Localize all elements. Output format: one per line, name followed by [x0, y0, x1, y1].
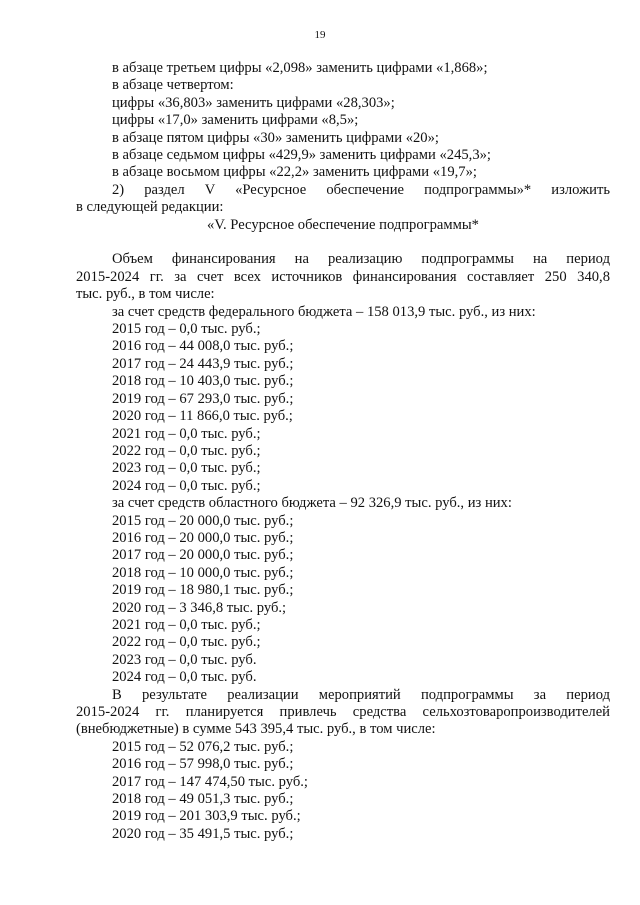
regional-year-line: 2016 год – 20 000,0 тыс. руб.; — [112, 529, 294, 546]
page-number: 19 — [314, 29, 326, 41]
extrabudget-line2: 2015-2024 гг. планируется привлечь средства сельхозтоваропроизводителей — [76, 704, 610, 721]
federal-year-line: 2023 год – 0,0 тыс. руб.; — [112, 460, 261, 477]
federal-year-line: 2016 год – 44 008,0 тыс. руб.; — [112, 338, 294, 355]
amendment-line: в абзаце третьем цифры «2,098» заменить цифрами «1,868»; — [112, 60, 488, 76]
regional-year-line: 2017 год – 20 000,0 тыс. руб.; — [112, 547, 294, 564]
financing-line3: тыс. руб., в том числе: — [76, 286, 215, 303]
federal-heading: за счет средств федерального бюджета – 158 013,9 тыс. руб., из них: — [112, 303, 536, 320]
extrabudget-year-line: 2016 год – 57 998,0 тыс. руб.; — [112, 756, 294, 773]
federal-year-line: 2018 год – 10 403,0 тыс. руб.; — [112, 373, 294, 390]
federal-years — [76, 321, 610, 495]
extrabudget-line3: (внебюджетные) в сумме 543 395,4 тыс. руб., в том числе: — [76, 721, 436, 738]
section-title: «V. Ресурсное обеспечение подпрограммы* — [207, 216, 479, 233]
amendment-line: в абзаце четвертом: — [112, 77, 234, 94]
federal-year-line: 2024 год – 0,0 тыс. руб.; — [112, 477, 261, 494]
amendments-list — [76, 60, 610, 182]
regional-year-line: 2020 год – 3 346,8 тыс. руб.; — [112, 599, 287, 616]
regional-year-line: 2021 год – 0,0 тыс. руб.; — [112, 616, 261, 633]
federal-year-line: 2021 год – 0,0 тыс. руб.; — [112, 425, 261, 442]
financing-line1: Объем финансирования на реализацию подпрограммы на период — [112, 251, 610, 268]
amendment-line: цифры «36,803» заменить цифрами «28,303»; — [112, 94, 395, 111]
regional-year-line: 2022 год – 0,0 тыс. руб.; — [112, 634, 261, 651]
blank-line — [76, 234, 610, 251]
extrabudget-year-line: 2018 год – 49 051,3 тыс. руб.; — [112, 791, 294, 808]
regional-year-line: 2018 год – 10 000,0 тыс. руб.; — [112, 564, 294, 581]
extrabudget-year-line: 2020 год – 35 491,5 тыс. руб.; — [112, 825, 294, 842]
financing-line2: 2015-2024 гг. за счет всех источников финансирования составляет 250 340,8 — [76, 268, 610, 285]
extrabudget-line1: В результате реализации мероприятий подпрограммы за период — [112, 686, 610, 703]
amendment-line: в абзаце седьмом цифры «429,9» заменить цифрами «245,3»; — [112, 147, 491, 164]
regional-year-line: 2024 год – 0,0 тыс. руб. — [112, 669, 257, 686]
regional-year-line: 2023 год – 0,0 тыс. руб. — [112, 651, 257, 668]
federal-year-line: 2019 год – 67 293,0 тыс. руб.; — [112, 390, 294, 407]
extrabudget-years — [76, 739, 610, 843]
regional-years — [76, 513, 610, 687]
regional-year-line: 2015 год – 20 000,0 тыс. руб.; — [112, 512, 294, 529]
extrabudget-year-line: 2019 год – 201 303,9 тыс. руб.; — [112, 808, 301, 825]
item2-line2: в следующей редакции: — [76, 199, 224, 216]
regional-heading: за счет средств областного бюджета – 92 326,9 тыс. руб., из них: — [112, 495, 512, 512]
extrabudget-year-line: 2015 год – 52 076,2 тыс. руб.; — [112, 738, 294, 755]
document-body — [76, 60, 610, 843]
amendment-line: в абзаце пятом цифры «30» заменить цифрами «20»; — [112, 129, 439, 146]
regional-year-line: 2019 год – 18 980,1 тыс. руб.; — [112, 582, 294, 599]
federal-year-line: 2015 год – 0,0 тыс. руб.; — [112, 321, 261, 338]
federal-year-line: 2022 год – 0,0 тыс. руб.; — [112, 442, 261, 459]
amendment-line: в абзаце восьмом цифры «22,2» заменить цифрами «19,7»; — [112, 164, 477, 181]
amendment-line: цифры «17,0» заменить цифрами «8,5»; — [112, 112, 359, 129]
item2-line1: 2) раздел V «Ресурсное обеспечение подпрограммы»* изложить — [112, 181, 610, 198]
federal-year-line: 2020 год – 11 866,0 тыс. руб.; — [112, 408, 293, 425]
extrabudget-year-line: 2017 год – 147 474,50 тыс. руб.; — [112, 773, 308, 790]
federal-year-line: 2017 год – 24 443,9 тыс. руб.; — [112, 355, 294, 372]
